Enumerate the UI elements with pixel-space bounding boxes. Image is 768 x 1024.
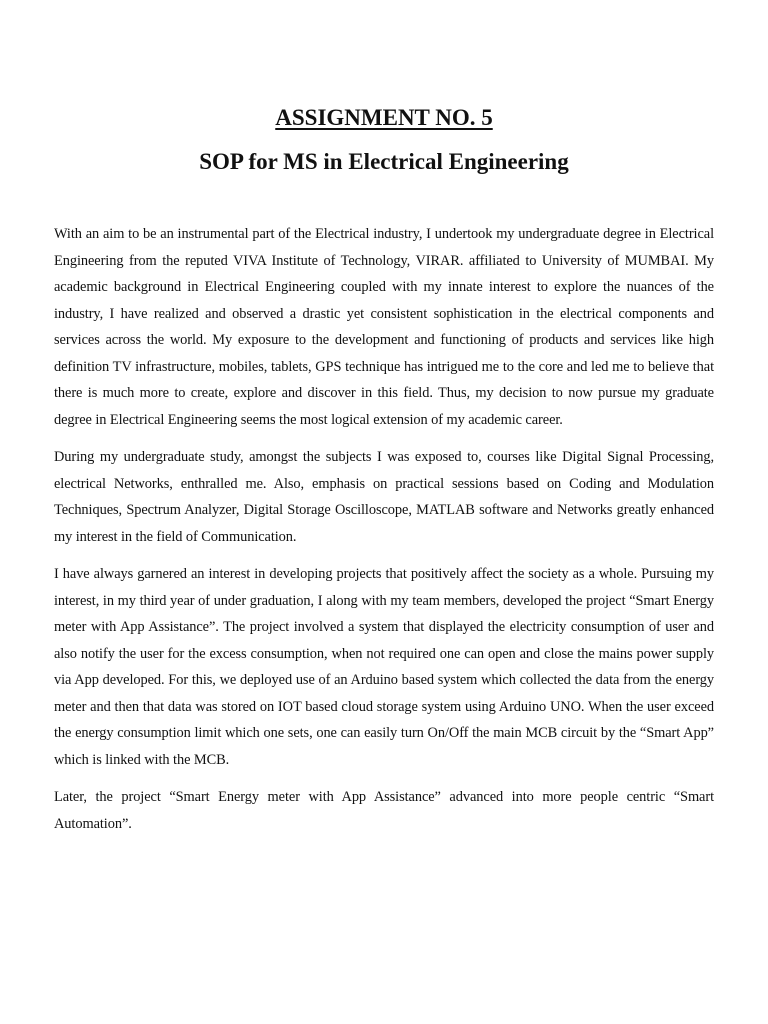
document-body — [54, 221, 714, 848]
sop-heading: SOP for MS in Electrical Engineering — [199, 149, 569, 174]
body-paragraph: With an aim to be an instrumental part of the Electrical industry, I undertook my undergraduate degree in Electrical Engineering from the reputed VIVA Institute of Technology, VIRAR. affiliated to University of MUMBAI. My academic background in Electrical Engineering coupled with my innate interest to explore the nuances of the industry, I have realized and observed a drastic yet consistent sophistication in the electrical components and services across the world. My exposure to the development and functioning of products and services like high definition TV infrastructure, mobiles, tablets, GPS technique has intrigued me to the core and led me to believe that there is much more to create, explore and discover in this field. Thus, my decision to now pursue my graduate degree in Electrical Engineering seems the most logical extension of my academic career. — [54, 226, 714, 428]
body-paragraph: Later, the project “Smart Energy meter with App Assistance” advanced into more people centric “Smart Automation”. — [54, 789, 714, 832]
body-paragraph: I have always garnered an interest in developing projects that positively affect the society as a whole. Pursuing my interest, in my third year of under graduation, I along with my team members, developed the project “Smart Energy meter with App Assistance”. The project involved a system that displayed the electricity consumption of user and also notify the user for the excess consumption, when not required one can open and close the mains power supply via App developed. For this, we deployed use of an Arduino based system which collected the data from the energy meter and then that data was stored on IOT based cloud storage system using Arduino UNO. When the user exceed the energy consumption limit which one sets, one can easily turn On/Off the main MCB circuit by the “Smart App” which is linked with the MCB. — [54, 566, 714, 768]
assignment-heading: ASSIGNMENT NO. 5 — [275, 105, 493, 130]
body-paragraph: During my undergraduate study, amongst the subjects I was exposed to, courses like Digital Signal Processing, electrical Networks, enthralled me. Also, emphasis on practical sessions based on Coding and Modulation Techniques, Spectrum Analyzer, Digital Storage Oscilloscope, MATLAB software and Networks greatly enhanced my interest in the field of Communication. — [54, 449, 714, 545]
